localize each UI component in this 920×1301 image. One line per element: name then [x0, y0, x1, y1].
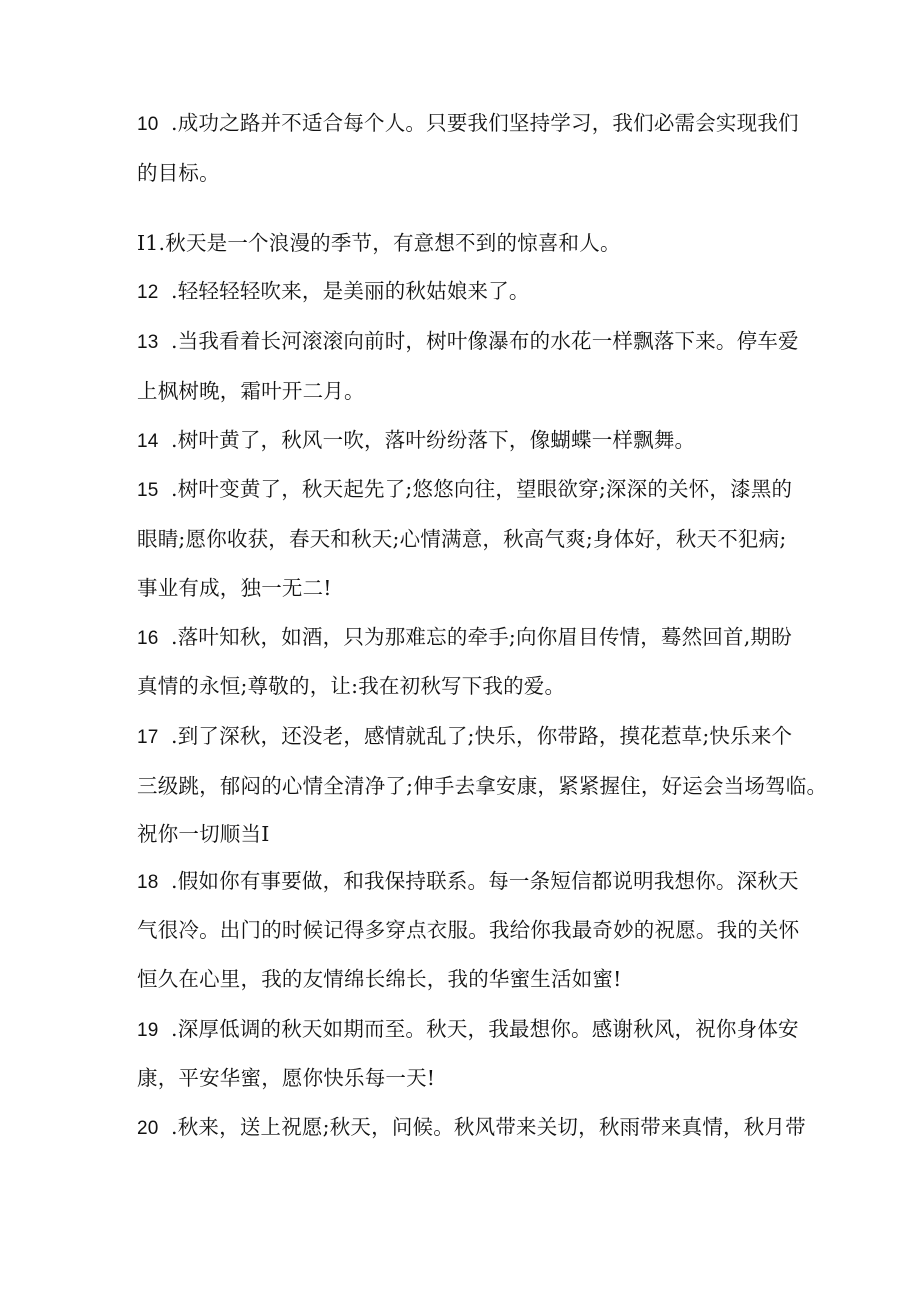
item-16-line-1 — [137, 622, 792, 654]
item-text: .假如你有事要做，和我保持联系。每一条短信都说明我想你。深秋天 — [171, 869, 799, 893]
item-text: .落叶知秋，如酒，只为那难忘的牵手;向你眉目传情，蓦然回首,期盼 — [171, 625, 792, 649]
item-text: 康，平安华蜜，愿你快乐每一天! — [137, 1066, 436, 1090]
item-number: 19 — [137, 1020, 159, 1041]
item-number: 12 — [137, 282, 159, 303]
item-13-line-2 — [137, 376, 365, 406]
item-text: 上枫树晚，霜叶开二月。 — [137, 379, 365, 403]
item-number: 13 — [137, 332, 159, 353]
item-number: 17 — [137, 727, 159, 748]
item-text: 三级跳，郁闷的心情全清净了;伸手去拿安康，紧紧握住，好运会当场驾临。 — [137, 774, 828, 798]
item-15-line-3 — [137, 573, 332, 603]
item-10-line-1 — [137, 108, 799, 140]
item-text: I1.秋天是一个浪漫的季节，有意想不到的惊喜和人。 — [137, 231, 621, 255]
item-18-line-1 — [137, 866, 799, 898]
item-number: 20 — [137, 1118, 159, 1139]
item-text: 的目标。 — [137, 161, 220, 185]
item-number: 15 — [137, 480, 159, 501]
item-18-line-3 — [137, 964, 622, 994]
item-18-line-2 — [137, 915, 799, 945]
item-number: 14 — [137, 431, 159, 452]
item-17-line-3 — [137, 819, 270, 849]
item-text: 恒久在心里，我的友情绵长绵长，我的华蜜生活如蜜! — [137, 967, 622, 991]
item-19-line-1 — [137, 1014, 799, 1046]
item-text: .深厚低调的秋天如期而至。秋天，我最想你。感谢秋风，祝你身体安 — [171, 1017, 799, 1041]
item-text: .当我看着长河滚滚向前时，树叶像瀑布的水花一样飘落下来。停车爱 — [171, 329, 799, 353]
item-10-line-2 — [137, 158, 220, 188]
item-text: 眼睛;愿你收获，春天和秋天;心情满意，秋高气爽;身体好，秋天不犯病; — [137, 527, 787, 551]
item-text: 祝你一切顺当I — [137, 822, 270, 846]
item-text: .轻轻轻轻吹来，是美丽的秋姑娘来了。 — [171, 279, 530, 303]
item-text: .到了深秋，还没老，感情就乱了;快乐，你带路，摸花惹草;快乐来个 — [171, 724, 793, 748]
item-text: 真情的永恒;尊敬的，让:我在初秋写下我的爱。 — [137, 674, 566, 698]
item-number: 18 — [137, 872, 159, 893]
item-16-line-2 — [137, 671, 565, 701]
item-number: 10 — [137, 114, 159, 135]
item-13-line-1 — [137, 326, 799, 358]
item-15-line-2 — [137, 524, 786, 554]
item-text: 气很冷。出门的时候记得多穿点衣服。我给你我最奇妙的祝愿。我的关怀 — [137, 918, 800, 942]
item-11-line-1 — [137, 228, 621, 258]
item-17-line-1 — [137, 721, 792, 753]
item-text: 事业有成，独一无二! — [137, 576, 332, 600]
item-text: .成功之路并不适合每个人。只要我们坚持学习，我们必需会实现我们 — [171, 111, 799, 135]
item-20-line-1 — [137, 1112, 806, 1144]
item-17-line-2 — [137, 771, 827, 801]
item-text: .树叶黄了，秋风一吹，落叶纷纷落下，像蝴蝶一样飘舞。 — [171, 428, 696, 452]
item-text: .秋来，送上祝愿;秋天，问候。秋风带来关切，秋雨带来真情，秋月带 — [171, 1115, 806, 1139]
item-text: .树叶变黄了，秋天起先了;悠悠向往，望眼欲穿;深深的关怀，漆黑的 — [171, 477, 793, 501]
item-number: 16 — [137, 628, 159, 649]
item-12-line-1 — [137, 276, 530, 308]
item-15-line-1 — [137, 474, 792, 506]
item-14-line-1 — [137, 425, 695, 457]
item-19-line-2 — [137, 1063, 435, 1093]
